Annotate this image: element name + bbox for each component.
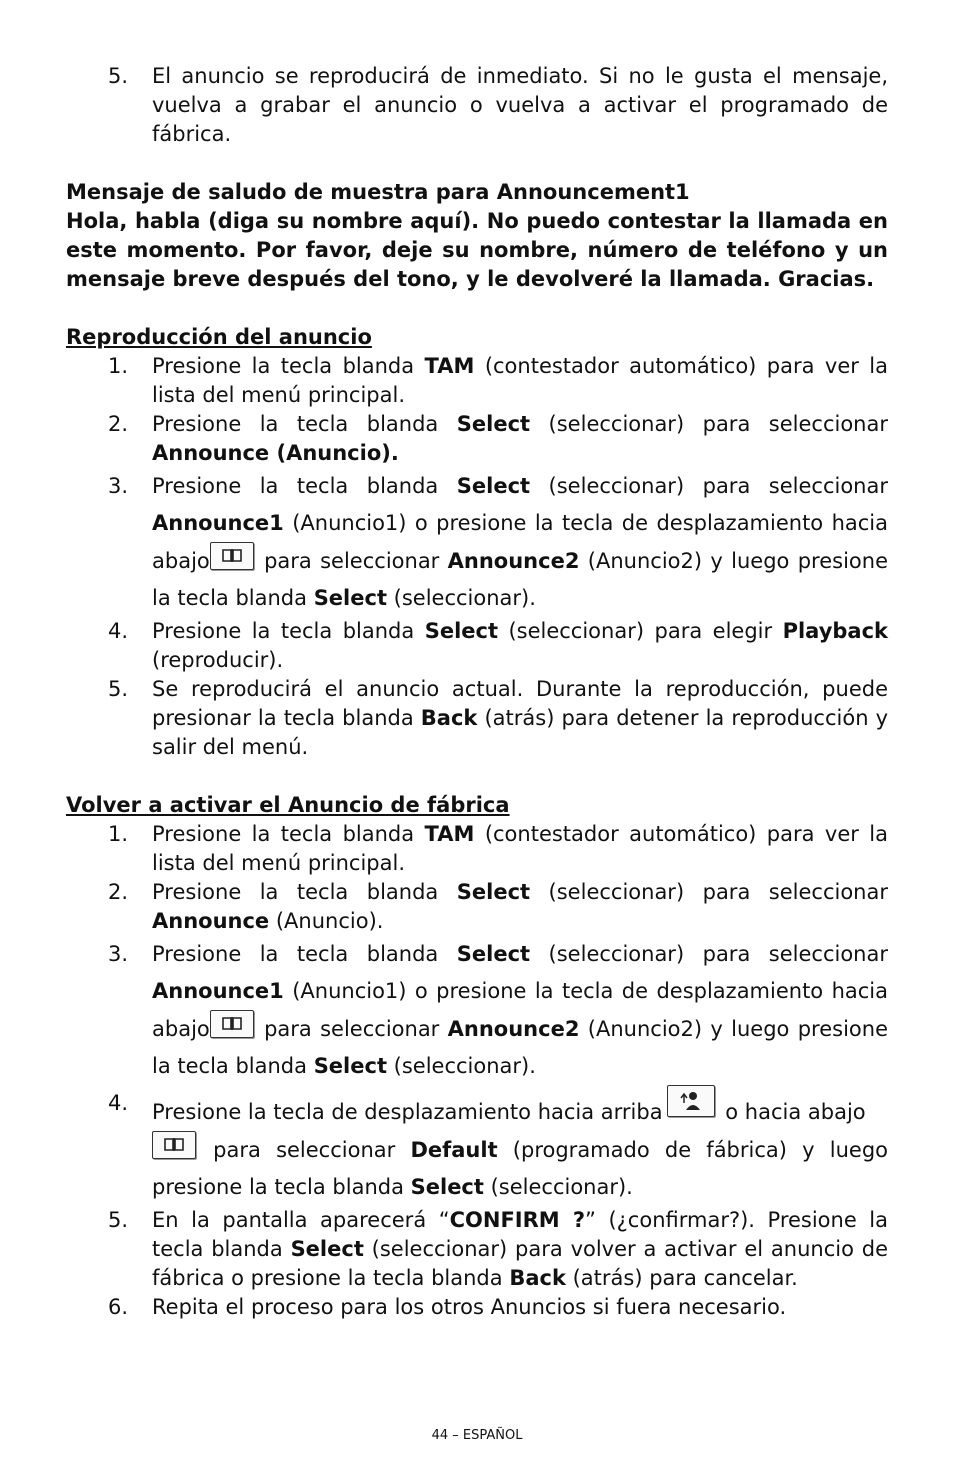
key-label: Select <box>456 880 531 904</box>
menu-option: Announce2 <box>447 1017 580 1041</box>
step-text: (seleccionar) para seleccionar <box>530 474 888 498</box>
step-number: 4. <box>108 1091 129 1115</box>
step-number: 4. <box>108 619 129 643</box>
list-item <box>66 1085 888 1206</box>
sample-body: Hola, habla (diga su nombre aquí). No puedo contestar la llamada en este momento. Por favor, deje su nombre, número de teléfono y un mensaje breve después del tono, y le devolveré la llamada. Gracias. <box>66 209 888 291</box>
page-footer: 44 – ESPAÑOL <box>431 1428 523 1443</box>
key-label: TAM <box>424 822 475 846</box>
list-item <box>66 1293 888 1322</box>
key-label: Select <box>290 1237 364 1261</box>
step-text: (seleccionar). <box>386 1054 536 1078</box>
phonebook-down-icon <box>210 1010 254 1038</box>
factory-steps <box>66 820 888 1322</box>
step-text: (seleccionar) para elegir <box>498 619 783 643</box>
section-heading-factory: Volver a activar el Anuncio de fábrica <box>66 793 510 817</box>
menu-option: Announce (Anuncio). <box>152 441 399 465</box>
screen-message: CONFIRM ? <box>449 1208 586 1232</box>
step-text: (Anuncio1) o presione la tecla de desplazamiento hacia abajo <box>152 511 888 573</box>
list-item <box>66 352 888 410</box>
step-text: (contestador automático) para ver la lista del menú principal. <box>152 354 888 407</box>
step-text: En la pantalla aparecerá “ <box>152 1208 450 1232</box>
key-label: Select <box>456 412 531 436</box>
step-text: Presione la tecla blanda <box>152 942 457 966</box>
step-text: (atrás) para detener la reproducción y salir del menú. <box>152 706 889 759</box>
phonebook-down-icon <box>210 542 254 570</box>
menu-option: Default <box>410 1138 498 1162</box>
key-label: Back <box>420 706 478 730</box>
menu-option: Announce <box>152 909 270 933</box>
menu-option: Announce1 <box>152 979 284 1003</box>
step-text: (reproducir). <box>152 648 284 672</box>
step-number: 3. <box>108 474 129 498</box>
step-number: 6. <box>108 1295 129 1319</box>
step-text: Presione la tecla blanda <box>152 822 425 846</box>
step-text: (seleccionar) para seleccionar <box>530 880 888 904</box>
step-text: Presione la tecla blanda <box>152 354 425 378</box>
playback-steps <box>66 352 888 762</box>
key-label: Select <box>313 1054 387 1078</box>
list-item <box>66 878 888 936</box>
step-text: (seleccionar). <box>483 1175 633 1199</box>
list-item <box>66 410 888 468</box>
step-text: Presione la tecla blanda <box>152 412 457 436</box>
phonebook-down-icon <box>152 1131 196 1159</box>
step-text: (Anuncio2) y luego presione la tecla blanda <box>152 549 888 610</box>
key-label: Select <box>410 1175 484 1199</box>
step-text: Presione la tecla blanda <box>152 474 457 498</box>
page-content <box>66 62 888 1322</box>
list-item <box>66 1206 888 1293</box>
step-text: ” (¿confirmar?). Presione la tecla blanda <box>152 1208 889 1261</box>
step-number: 5. <box>108 1208 129 1232</box>
step-text: Se reproducirá el anuncio actual. Durante la reproducción, puede presionar la tecla blanda <box>152 677 888 730</box>
step-number: 1. <box>108 822 129 846</box>
list-item <box>66 62 888 149</box>
step-text: Presione la tecla de desplazamiento hacia arriba <box>152 1100 663 1124</box>
key-label: Back <box>509 1266 566 1290</box>
key-label: Select <box>456 942 531 966</box>
step-text: (seleccionar). <box>386 586 536 610</box>
step-text: (atrás) para cancelar. <box>565 1266 798 1290</box>
key-label: Select <box>313 586 387 610</box>
key-label: TAM <box>424 354 475 378</box>
step-text: (seleccionar) para seleccionar <box>530 412 888 436</box>
intro-list <box>66 62 888 149</box>
step-text: Presione la tecla blanda <box>152 880 457 904</box>
step-text: o hacia abajo <box>718 1100 866 1124</box>
step-number: 5. <box>108 64 129 88</box>
step-text: Presione la tecla blanda <box>152 619 425 643</box>
step-text: para seleccionar <box>198 1138 411 1162</box>
person-up-icon <box>667 1085 715 1117</box>
list-item <box>66 675 888 762</box>
step-text: para seleccionar <box>255 549 448 573</box>
step-text: El anuncio se reproducirá de inmediato. Si no le gusta el mensaje, vuelva a grabar el anuncio o vuelva a activar el programado de fábrica. <box>152 64 888 146</box>
sample-title: Mensaje de saludo de muestra para Announcement1 <box>66 180 690 204</box>
step-text: (contestador automático) para ver la lista del menú principal. <box>152 822 888 875</box>
step-text: (seleccionar) para volver a activar el anuncio de fábrica o presione la tecla blanda <box>152 1237 888 1290</box>
list-item <box>66 617 888 675</box>
step-text: (seleccionar) para seleccionar <box>530 942 888 966</box>
step-text: (Anuncio2) y luego presione la tecla blanda <box>152 1017 888 1078</box>
list-item <box>66 820 888 878</box>
step-number: 3. <box>108 942 129 966</box>
step-text: (Anuncio1) o presione la tecla de desplazamiento hacia abajo <box>152 979 888 1041</box>
menu-option: Playback <box>782 619 888 643</box>
key-label: Select <box>424 619 498 643</box>
step-number: 2. <box>108 880 129 904</box>
step-number: 2. <box>108 412 129 436</box>
step-text: Repita el proceso para los otros Anuncios si fuera necesario. <box>152 1295 787 1319</box>
step-text: (Anuncio). <box>269 909 384 933</box>
list-item <box>66 936 888 1085</box>
menu-option: Announce2 <box>447 549 580 573</box>
menu-option: Announce1 <box>152 511 284 535</box>
step-text: (programado de fábrica) y luego presione la tecla blanda <box>152 1138 888 1199</box>
step-number: 5. <box>108 677 129 701</box>
step-text: para seleccionar <box>255 1017 448 1041</box>
list-item <box>66 468 888 617</box>
step-number: 1. <box>108 354 129 378</box>
section-heading-playback: Reproducción del anuncio <box>66 325 372 349</box>
key-label: Select <box>456 474 531 498</box>
